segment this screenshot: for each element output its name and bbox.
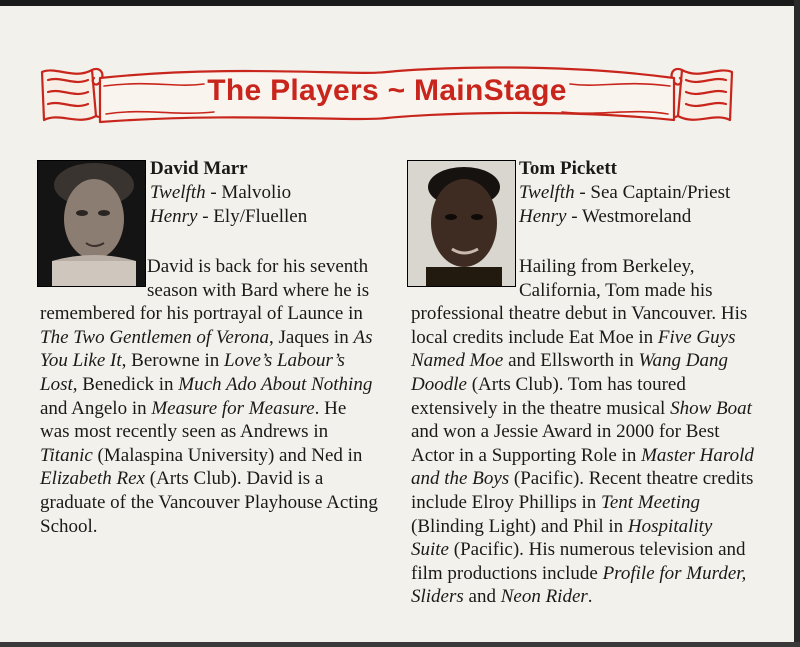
bio-text: (Pacific). Recent theatre credits include Elroy Phillips in bbox=[411, 468, 754, 513]
player-bio bbox=[40, 255, 380, 538]
bio-line: California, Tom made his bbox=[519, 279, 713, 301]
player-name: Tom Pickett bbox=[519, 158, 617, 179]
player-role bbox=[519, 206, 691, 228]
bio-text: (Arts Club). Tom has toured extensively in the theatre musical bbox=[411, 373, 686, 419]
page-edge-right bbox=[794, 0, 800, 647]
bio-title: Love’s Labour’s Lost bbox=[40, 350, 345, 395]
bio-title: Hospitality Suite bbox=[411, 515, 713, 561]
bio-text: , Berowne in bbox=[121, 350, 225, 372]
bio-title: Measure for Measure bbox=[151, 397, 315, 419]
bio-line: season with Bard where he is bbox=[147, 279, 370, 301]
player-role bbox=[519, 182, 730, 204]
bio-text: (Blinding Light) and Phil in bbox=[411, 515, 628, 537]
role-part: - Malvolio bbox=[205, 182, 292, 203]
play-title: Twelfth bbox=[519, 182, 575, 203]
player-bio bbox=[411, 255, 755, 609]
bio-title: As You Like It bbox=[40, 326, 373, 372]
player-name: David Marr bbox=[150, 158, 248, 179]
bio-title: Tent Meeting bbox=[601, 491, 701, 513]
play-title: Henry bbox=[519, 206, 567, 227]
play-title: Henry bbox=[150, 206, 198, 227]
bio-title: Much Ado About Nothing bbox=[178, 373, 373, 395]
role-part: - Westmoreland bbox=[566, 206, 692, 227]
bio-text: . bbox=[587, 586, 593, 608]
title-banner bbox=[34, 58, 740, 138]
bio-title: Wang Dang Doodle bbox=[411, 350, 729, 395]
page-edge-top bbox=[0, 0, 800, 6]
bio-title: Five Guys Named Moe bbox=[411, 326, 736, 372]
bio-title: Elizabeth Rex bbox=[40, 468, 145, 490]
bio-text: professional theatre debut in Vancouver. His local credits include Eat Moe in bbox=[411, 303, 748, 348]
bio-text: , Jaques in bbox=[269, 326, 354, 348]
role-part: - Ely/Fluellen bbox=[197, 206, 308, 227]
bio-line: Hailing from Berkeley, bbox=[519, 256, 695, 277]
bio-title: Master Harold and the Boys bbox=[411, 444, 754, 490]
bio-text: and Angelo in bbox=[40, 397, 152, 419]
bio-text: and Ellsworth in bbox=[503, 350, 639, 372]
bio-text: and won a Jessie Award in 2000 for Best Actor in a Supporting Role in bbox=[411, 421, 720, 466]
bio-title: Show Boat bbox=[670, 397, 752, 419]
bio-title: Titanic bbox=[40, 444, 93, 466]
bio-text: (Malaspina University) and Ned in bbox=[92, 444, 363, 466]
player-role bbox=[150, 206, 307, 228]
page-title: The Players ~ MainStage bbox=[207, 74, 567, 107]
bio-text: and bbox=[463, 586, 501, 608]
bio-text: . He was most recently seen as Andrews in bbox=[40, 397, 347, 443]
bio-paragraph bbox=[40, 302, 380, 538]
bio-text: remembered for his portrayal of Launce in bbox=[40, 303, 363, 325]
page-edge-bottom bbox=[0, 642, 800, 647]
bio-text: (Arts Club). David is a graduate of the Vancouver Playhouse Acting School. bbox=[40, 468, 378, 537]
bio-line: David is back for his seventh bbox=[147, 256, 369, 277]
play-title: Twelfth bbox=[150, 182, 206, 203]
bio-text: , Benedick in bbox=[72, 373, 179, 395]
bio-title: Neon Rider bbox=[500, 586, 588, 608]
bio-title: Profile for Murder, Sliders bbox=[411, 562, 747, 608]
player-role bbox=[150, 182, 291, 204]
bio-text: (Pacific). His numerous television and film productions include bbox=[411, 539, 746, 584]
bio-title: The Two Gentlemen of Verona bbox=[40, 326, 270, 348]
bio-paragraph bbox=[411, 302, 755, 609]
role-part: - Sea Captain/Priest bbox=[574, 182, 731, 203]
